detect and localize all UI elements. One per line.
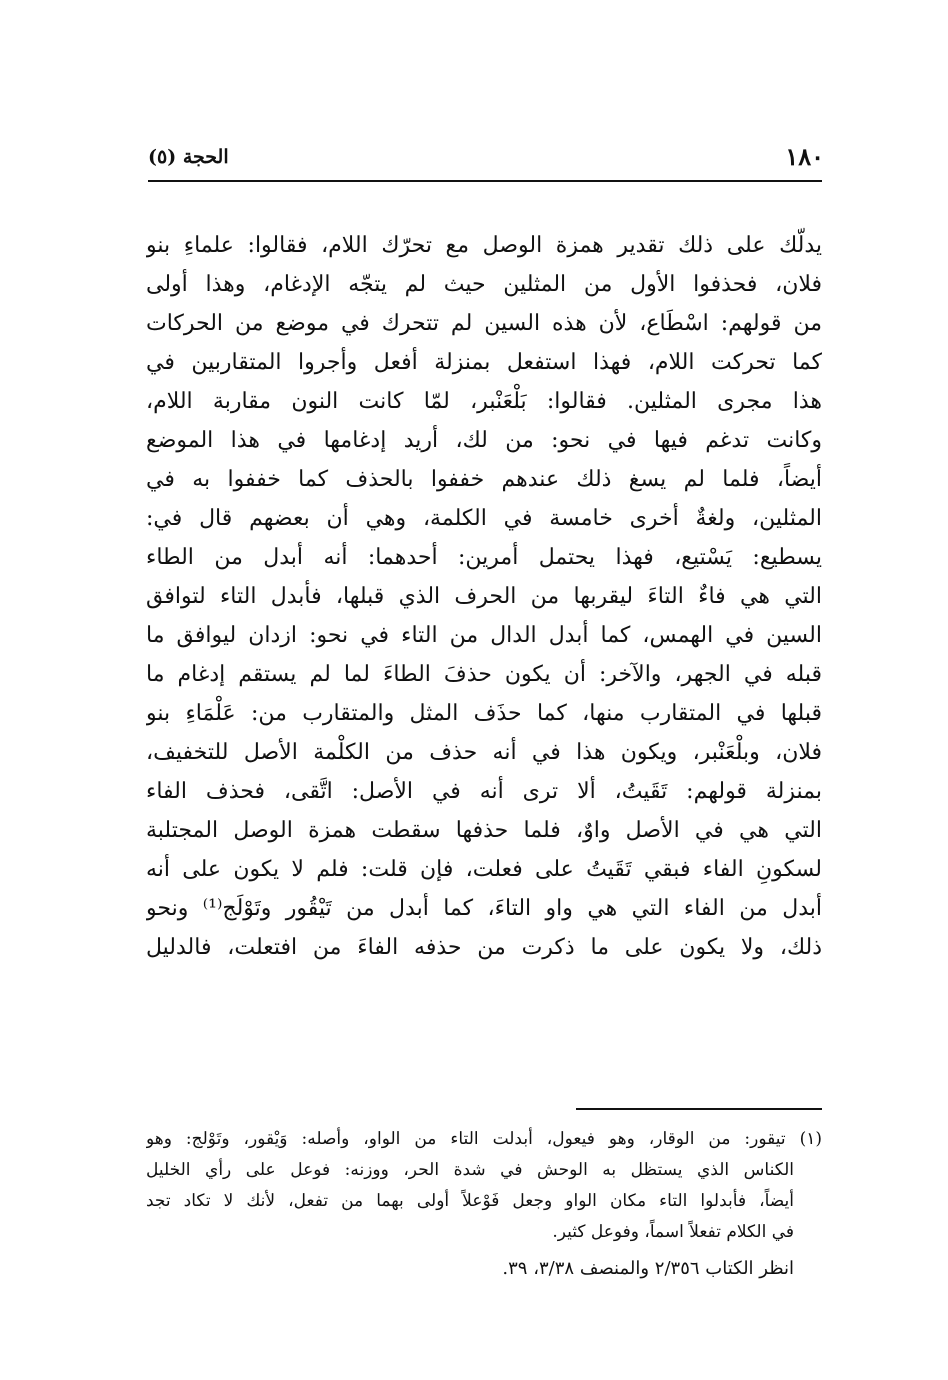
text-line: وكانت تدغم فيها في نحو: من لك، أريد إدغامها في هذا الموضع xyxy=(146,428,822,453)
text-line: بمنزلة قولهم: تَقَيتُ، ألا ترى أنه في الأصل: اتَّقى، فحذف الفاء xyxy=(146,779,822,804)
page-number: ١٨٠ xyxy=(785,142,824,171)
text-line: قبله في الجهر، والآخر: أن يكون حذفَ الطاءَ لما لم يستقم إدغام ما xyxy=(146,662,822,687)
text-line: يسطيع: يَسْتيع، فهذا يحتمل أمرين: أحدهما: أنه أبدل من الطاء xyxy=(146,545,822,570)
header-divider xyxy=(148,180,822,182)
page-header xyxy=(148,140,824,176)
text-line: فلان، فحذفوا الأول من المثلين حيث لم يتجّه الإدغام، وهذا أولى xyxy=(146,272,822,297)
footnote-line: الكناس الذي يستظل به الوحش في شدة الحر، ووزنه: فوعل على رأي الخليل xyxy=(146,1160,794,1180)
footnote-line: أيضاً، فأبدلوا التاء مكان الواو وجعل فَوْعلاً أولى بهما من تفعل، لأنك لا تكاد تجد xyxy=(146,1191,794,1211)
text-line: فلان، وبلْعَنْبر، ويكون هذا في أنه حذف من الكلْمة الأصل للتخفيف، xyxy=(146,740,822,765)
main-text xyxy=(146,226,822,967)
footnote-line: في الكلام تفعلاً اسماً، وفوعل كثير. xyxy=(552,1222,794,1242)
footnote-line: (١) تيقور: من الوقار، وهو فيعول، أبدلت التاء من الواو، وأصله: وَيْقور، وتَوْلج: وهو xyxy=(146,1129,822,1149)
text-line: ذلك، ولا يكون على ما ذكرت من حذفه الفاءَ من افتعلت، فالدليل xyxy=(146,935,822,960)
text-line: المثلين، ولغةٌ أخرى خامسة في الكلمة، وهي أن بعضهم قال في: xyxy=(146,506,822,531)
footnote-reference: انظر الكتاب ٢/٣٥٦ والمنصف ٣/٣٨، ٣٩. xyxy=(502,1258,794,1279)
text-line: لسكونِ الفاء فبقي تَقَيتُ على فعلت، فإن قلت: فلم لا يكون على أنه xyxy=(146,857,822,882)
text-line: التي هي فاءٌ التاءَ ليقربها من الحرف الذي قبلها، فأبدل التاء لتوافق xyxy=(146,584,822,609)
footnotes xyxy=(146,1124,822,1284)
text-line: يدلّك على ذلك تقدير همزة الوصل مع تحرّك اللام، فقالوا: علماءِ بنو xyxy=(146,233,822,258)
text-line: السين في الهمس، كما أبدل الدال من التاء في نحو: ازدان ليوافق ما xyxy=(146,623,822,648)
text-line: هذا مجرى المثلين. فقالوا: بَلْعَنْبر، لمّا كانت النون مقاربة اللام، xyxy=(146,389,822,414)
text-line: أبدل من الفاء التي هي واو التاءَ، كما أبدل من تَيْقُور وتَوْلَج⁽¹⁾ ونحو xyxy=(146,896,822,921)
text-line: من قولهم: اسْطَاع، لأن هذه السين لم تتحرك في موضع من الحركات xyxy=(146,311,822,336)
text-line: أيضاً، فلما لم يسغ ذلك عندهم خففوا بالحذف كما خففوا به في xyxy=(146,467,822,492)
text-line: التي هي في الأصل واوٌ، فلما حذفها سقطت همزة الوصل المجتلبة xyxy=(146,818,822,843)
running-title: الحجة (٥) xyxy=(148,146,229,168)
text-line: كما تحركت اللام، فهذا استفعل بمنزلة أفعل وأجروا المتقاربين في xyxy=(146,350,822,375)
footnote-divider xyxy=(576,1108,822,1110)
text-line: قبلها في المتقارب منها، كما حذَف المثل والمتقارب من: عَلْمَاءِ بنو xyxy=(146,701,822,726)
